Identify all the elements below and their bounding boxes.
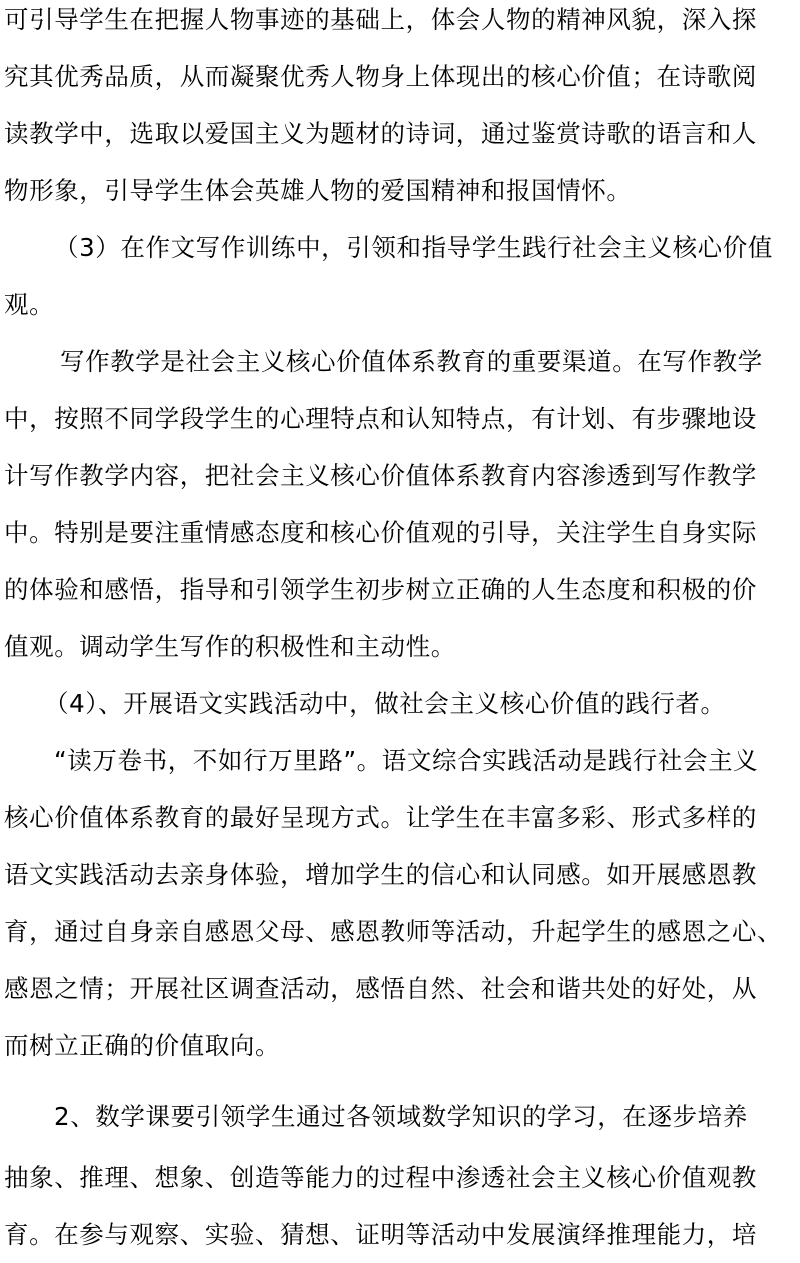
text-line-1: 可引导学生在把握人物事迹的基础上，体会人物的精神风貌，深入探 [4,5,757,34]
text-line-8: 中，按照不同学段学生的心理特点和认知特点，有计划、有步骤地设 [4,404,757,433]
text-line-4: 物形象，引导学生体会英雄人物的爱国精神和报国情怀。 [4,176,632,205]
text-line-17: 育，通过自身亲自感恩父母、感恩教师等活动，升起学生的感恩之心、 [4,917,783,946]
text-line-14: “读万卷书，不如行万里路”。语文综合实践活动是践行社会主义 [54,746,759,775]
text-line-11: 的体验和感悟，指导和引领学生初步树立正确的人生态度和积极的价 [4,575,757,604]
text-line-5: （3）在作文写作训练中，引领和指导学生践行社会主义核心价值 [54,233,773,262]
text-line-18: 感恩之情；开展社区调查活动，感悟自然、社会和谐共处的好处，从 [4,974,757,1003]
text-line-20: 2、数学课要引领学生通过各领域数学知识的学习，在逐步培养 [54,1102,748,1131]
text-line-6: 观。 [4,290,55,319]
text-line-10: 中。特别是要注重情感态度和核心价值观的引导，关注学生自身实际 [4,518,757,547]
text-line-15: 核心价值体系教育的最好呈现方式。让学生在丰富多彩、形式多样的 [4,803,757,832]
text-line-16: 语文实践活动去亲身体验，增加学生的信心和认同感。如开展感恩教 [4,860,757,889]
text-line-7: 写作教学是社会主义核心价值体系教育的重要渠道。在写作教学 [60,347,763,376]
text-line-22: 育。在参与观察、实验、猜想、证明等活动中发展演绎推理能力，培 [4,1220,757,1249]
text-line-2: 究其优秀品质，从而凝聚优秀人物身上体现出的核心价值；在诗歌阅 [4,62,757,91]
text-line-19: 而树立正确的价值取向。 [4,1031,281,1060]
text-line-3: 读教学中，选取以爱国主义为题材的诗词，通过鉴赏诗歌的语言和人 [4,119,757,148]
text-line-12: 值观。调动学生写作的积极性和主动性。 [4,632,456,661]
text-line-9: 计写作教学内容，把社会主义核心价值体系教育内容渗透到写作教学 [4,461,757,490]
text-line-13: （4）、开展语文实践活动中，做社会主义核心价值的践行者。 [44,689,726,718]
text-line-21: 抽象、推理、想象、创造等能力的过程中渗透社会主义核心价值观教 [4,1163,757,1192]
